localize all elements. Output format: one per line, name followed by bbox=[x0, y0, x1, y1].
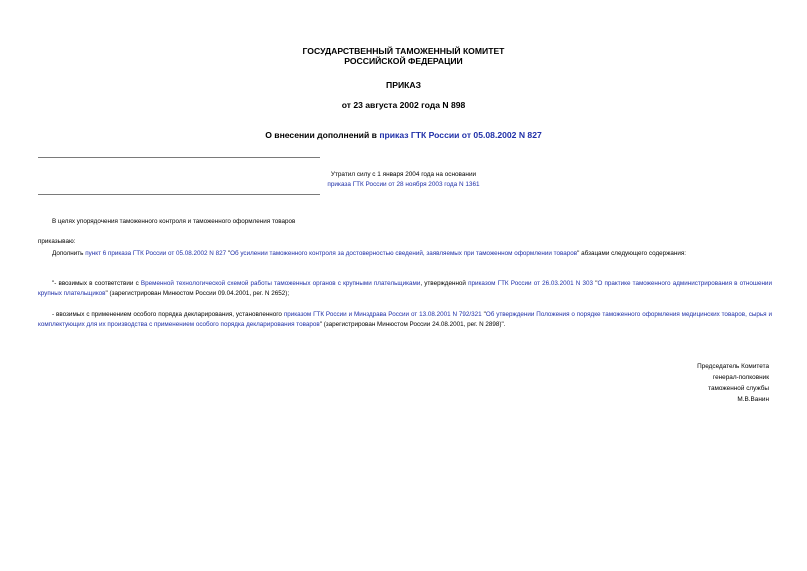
document-title bbox=[0, 130, 807, 140]
org-name-line1: ГОСУДАРСТВЕННЫЙ ТАМОЖЕННЫЙ КОМИТЕТ bbox=[302, 46, 505, 56]
paragraph-2-text-c: " bbox=[593, 280, 598, 287]
document-type: ПРИКАЗ bbox=[386, 80, 421, 90]
paragraph-3-text-b: " bbox=[481, 311, 486, 318]
divider-bottom bbox=[38, 194, 320, 195]
signature-service: таможенной службы bbox=[708, 385, 769, 392]
paragraph-2-link-order[interactable]: приказом ГТК России от 26.03.2001 N 303 bbox=[468, 280, 594, 287]
paragraph-2-link-scheme[interactable]: Временной технологической схемой работы таможенных органов с крупными плательщиками bbox=[140, 280, 421, 287]
paragraph-2-link-title[interactable]: О практике таможенного администрирования в отношении крупных плательщиков bbox=[38, 280, 772, 297]
intro-paragraph: В целях упорядочения таможенного контроля и таможенного оформления товаров bbox=[52, 218, 296, 225]
order-word: приказываю: bbox=[38, 238, 76, 245]
repeal-order-link[interactable]: приказа ГТК России от 28 ноября 2003 года N 1361 bbox=[327, 181, 480, 188]
status-note-link-line bbox=[0, 180, 807, 190]
title-order-link[interactable]: приказ ГТК России от 05.08.2002 N 827 bbox=[379, 130, 542, 140]
paragraph-2-text-b: , утвержденной bbox=[420, 280, 469, 287]
paragraph-1 bbox=[38, 249, 772, 259]
paragraph-2-text-a: "- ввозимых в соответствии с bbox=[52, 280, 141, 287]
paragraph-3-text-a: - ввозимых с применением особого порядка декларирования, установленного bbox=[52, 311, 284, 318]
paragraph-1-text-c: " абзацами следующего содержания: bbox=[577, 250, 687, 257]
document-date-number: от 23 августа 2002 года N 898 bbox=[341, 100, 466, 110]
signature-name: М.В.Ванин bbox=[737, 396, 769, 403]
paragraph-3-link-title[interactable]: Об утверждении Положения о порядке таможенного оформления медицинских товаров, сырья и комплектующих для их производства с применением особого порядка декларирования товаров bbox=[38, 311, 772, 328]
paragraph-2 bbox=[38, 279, 772, 299]
paragraph-1-text-a: Дополнить bbox=[52, 250, 86, 257]
signature-rank: генерал-полковник bbox=[712, 374, 769, 381]
status-note-line: Утратил силу с 1 января 2004 года на основании bbox=[330, 171, 477, 178]
document-title-text: О внесении дополнений в bbox=[265, 130, 380, 140]
divider-top bbox=[38, 157, 320, 158]
paragraph-1-text-b: " bbox=[226, 250, 231, 257]
paragraph-1-link-clause[interactable]: пункт 6 приказа ГТК России от 05.08.2002 N 827 bbox=[85, 250, 227, 257]
paragraph-3-link-order[interactable]: приказом ГТК России и Минздрава России от 13.08.2001 N 792/321 bbox=[283, 311, 482, 318]
paragraph-3-text-c: " (зарегистрирован Минюстом России 24.08.2001, рег. N 2898)". bbox=[319, 321, 506, 328]
org-name-line2: РОССИЙСКОЙ ФЕДЕРАЦИИ bbox=[344, 56, 463, 66]
signature-position: Председатель Комитета bbox=[697, 363, 769, 370]
paragraph-1-link-title[interactable]: Об усилении таможенного контроля за достоверностью сведений, заявляемых при таможенном оформлении товаров bbox=[230, 250, 578, 257]
paragraph-2-text-d: " (зарегистрирован Минюстом России 09.04.2001, рег. N 2652); bbox=[105, 290, 290, 297]
paragraph-3 bbox=[38, 310, 772, 330]
